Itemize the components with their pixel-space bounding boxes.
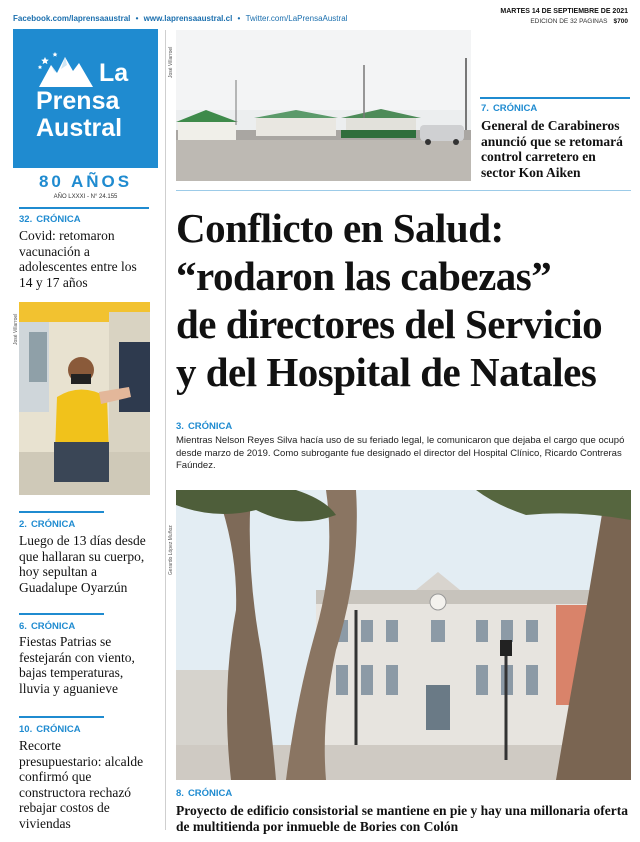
sidebar-headline[interactable]: Recorte presupuestario: alcalde confirmó que constructora rechazó rebajar costos de viviendas <box>19 738 144 831</box>
photo-credit: José Villarroel <box>13 313 19 345</box>
vaccination-photo <box>19 302 150 495</box>
page-number: 3. <box>176 421 184 432</box>
divider <box>480 97 630 99</box>
sidebar-headline[interactable]: Fiestas Patrias se festejarán con viento, bajas temperaturas, lluvia y aguanieve <box>19 634 135 696</box>
headline-line: de directores del Servicio <box>176 301 603 347</box>
story-kicker <box>481 103 537 114</box>
logo-text-prensa: Prensa <box>36 87 120 115</box>
facebook-link[interactable]: Facebook.com/laprensaaustral <box>13 14 131 23</box>
story-kicker <box>19 621 75 632</box>
page-number: 8. <box>176 788 184 799</box>
headline-line: y del Hospital de Natales <box>176 349 597 395</box>
story-kicker <box>19 519 75 530</box>
photo-credit: José Villarroel <box>168 46 174 78</box>
twitter-link[interactable]: Twitter.com/LaPrensaAustral <box>245 14 348 23</box>
website-link[interactable]: www.laprensaaustral.cl <box>143 14 233 23</box>
logo-text-la: La <box>99 59 129 87</box>
separator-dot: • <box>237 14 241 23</box>
page-number: 32. <box>19 214 33 225</box>
section-label: CRÓNICA <box>187 421 233 432</box>
story-kicker <box>19 724 81 735</box>
top-bar <box>0 0 640 30</box>
section-label: CRÓNICA <box>187 788 233 799</box>
section-label: CRÓNICA <box>36 724 81 735</box>
section-label: CRÓNICA <box>30 621 76 632</box>
checkpoint-photo-illustration <box>176 30 471 181</box>
story-kicker <box>176 788 232 799</box>
divider <box>19 716 104 718</box>
mountains-stars-icon <box>37 51 97 91</box>
story-kicker <box>19 214 81 225</box>
page-number: 2. <box>19 519 27 530</box>
page-number: 6. <box>19 621 27 632</box>
municipal-building-photo <box>176 490 631 780</box>
issue-date: MARTES 14 DE SEPTIEMBRE DE 2021 <box>500 8 628 15</box>
bottom-story-headline[interactable]: Proyecto de edificio consistorial se mantiene en pie y hay una millonaria oferta de multitienda por inmueble de Bories con Colón <box>176 803 628 834</box>
main-story-dek: Mientras Nelson Reyes Silva hacía uso de su feriado legal, le comunicaron que dejaba el cargo que ocupó desde marzo de 2019. Como subrogante fue designado el director del Hospital Clínico, Ricardo Contreras Faúndez. <box>176 435 625 471</box>
photo-credit: Gerardo López Muñoz <box>168 525 174 575</box>
section-label: CRÓNICA <box>30 519 76 530</box>
social-links <box>13 14 347 23</box>
section-label: CRÓNICA <box>36 214 81 225</box>
price: $700 <box>613 18 628 25</box>
municipal-building-photo-illustration <box>176 490 631 780</box>
logo-text-austral: Austral <box>36 114 123 142</box>
top-story-headline[interactable]: General de Carabineros anunció que se retomará control carretero en sector Kon Aiken <box>481 118 623 180</box>
divider <box>19 613 104 615</box>
sidebar-headline[interactable]: Luego de 13 días desde que hallaran su cuerpo, hoy sepultan a Guadalupe Oyarzún <box>19 533 146 595</box>
divider <box>19 207 149 209</box>
sidebar-headline[interactable]: Covid: retomaron vacunación a adolescentes entre los 14 y 17 años <box>19 228 137 290</box>
issue-number: AÑO LXXXI - N° 24.155 <box>53 194 118 200</box>
divider <box>176 190 631 191</box>
page-number: 7. <box>481 103 489 114</box>
edition-pages: EDICION DE 32 PAGINAS <box>530 18 608 25</box>
section-label: CRÓNICA <box>492 103 538 114</box>
masthead-logo[interactable] <box>13 29 158 168</box>
separator-dot: • <box>135 14 139 23</box>
story-kicker <box>176 421 232 432</box>
edition-info <box>530 18 628 25</box>
column-divider <box>165 30 166 830</box>
main-headline[interactable] <box>176 204 631 396</box>
divider <box>19 511 104 513</box>
anniversary-label: 80 AÑOS <box>38 172 133 191</box>
checkpoint-photo <box>176 30 471 181</box>
vaccination-photo-illustration <box>19 302 150 495</box>
page-number: 10. <box>19 724 33 735</box>
headline-line: Conflicto en Salud: <box>176 205 504 251</box>
headline-line: “rodaron las cabezas” <box>176 253 552 299</box>
